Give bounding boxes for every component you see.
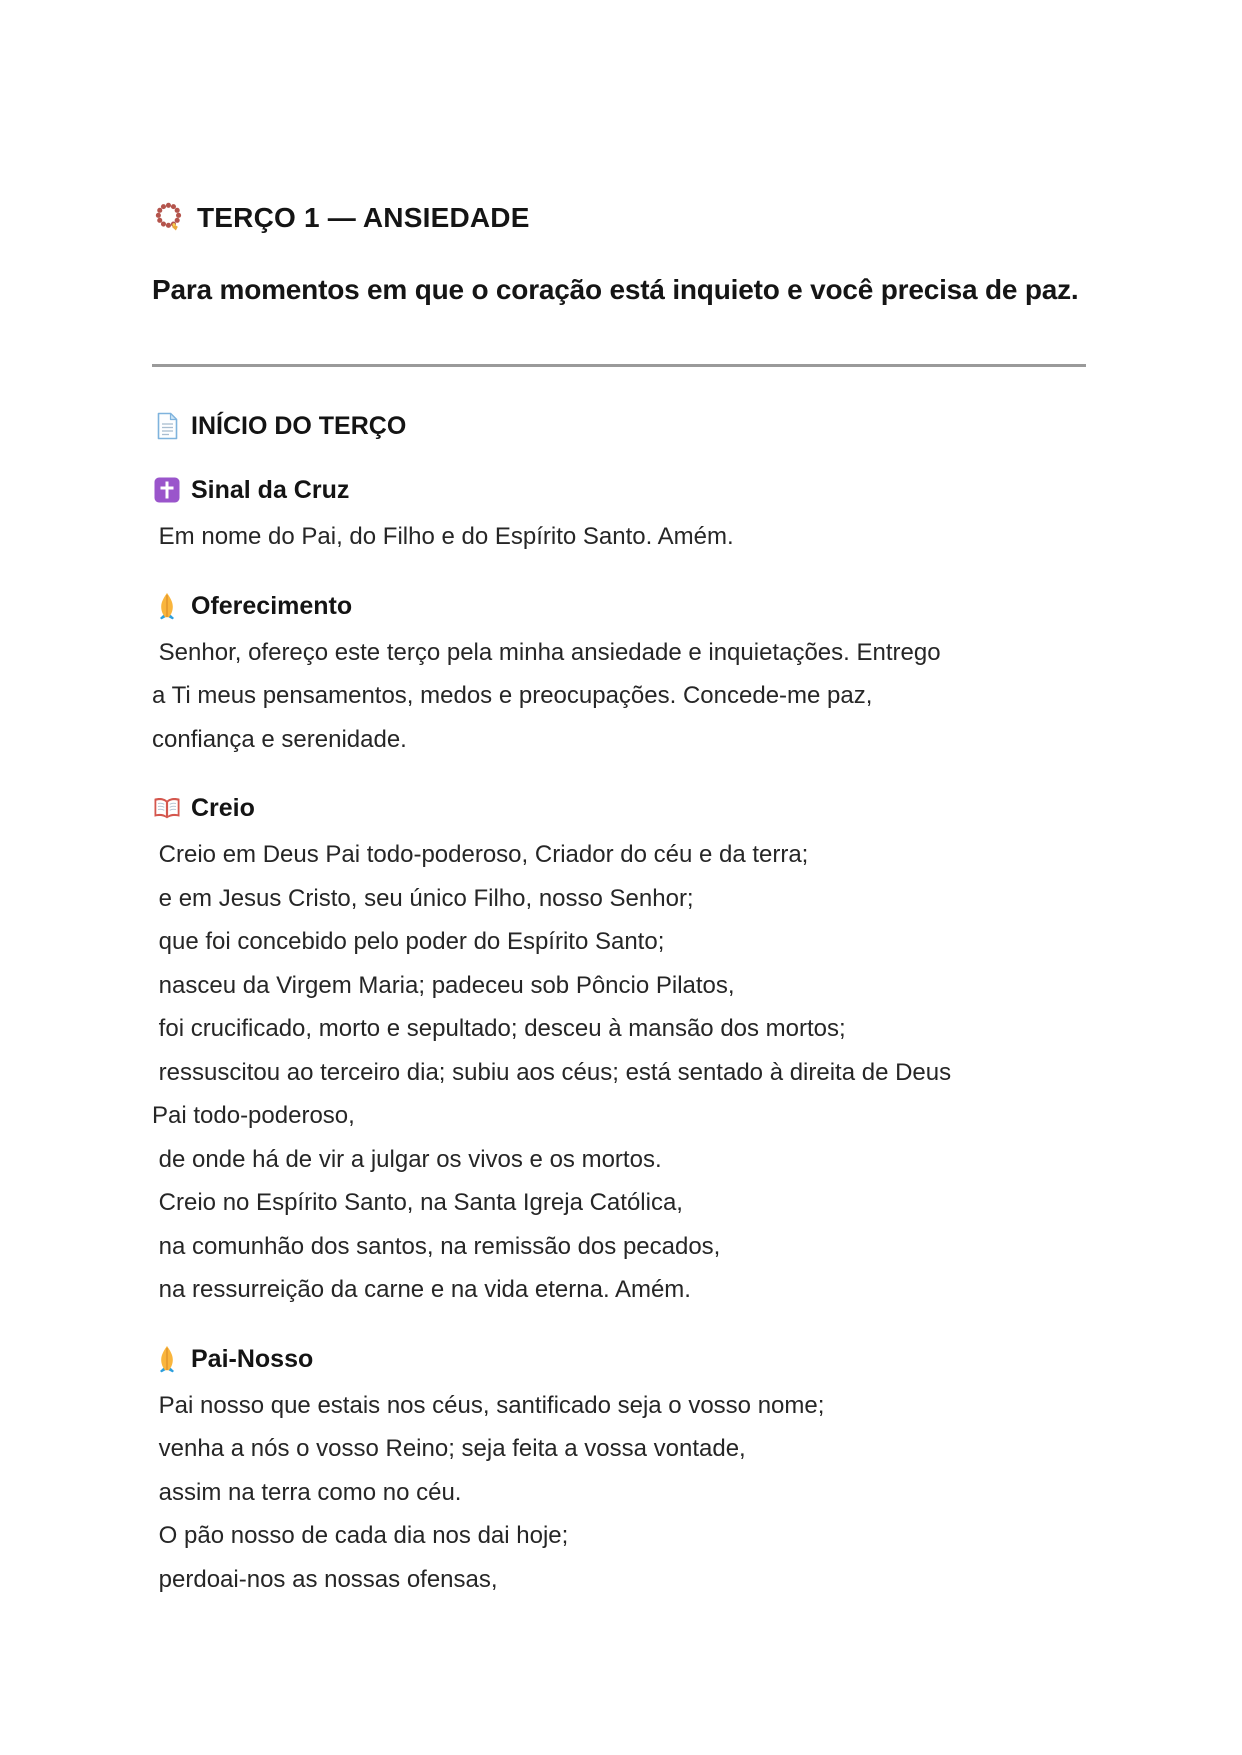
prayer-line: confiança e serenidade. bbox=[152, 725, 407, 753]
sections-container bbox=[152, 409, 1086, 1601]
prayer-beads-icon bbox=[152, 201, 186, 235]
section-heading: Pai-Nosso bbox=[191, 1344, 314, 1373]
section-heading: Creio bbox=[191, 794, 255, 822]
prayer-line: na comunhão dos santos, na remissão dos pecados, bbox=[152, 1232, 721, 1260]
prayer-line: perdoai-nos as nossas ofensas, bbox=[152, 1565, 498, 1593]
prayer-line: de onde há de vir a julgar os vivos e os mortos. bbox=[152, 1145, 662, 1173]
prayer-line: Pai todo-poderoso, bbox=[152, 1102, 355, 1129]
prayer-line: O pão nosso de cada dia nos dai hoje; bbox=[152, 1522, 569, 1549]
prayer-paragraph bbox=[152, 631, 1086, 762]
prayer-line: Creio em Deus Pai todo-poderoso, Criador do céu e da terra; bbox=[152, 841, 809, 868]
prayer-line: nasceu da Virgem Maria; padeceu sob Pôncio Pilatos, bbox=[152, 971, 735, 999]
prayer-line: e em Jesus Cristo, seu único Filho, nosso Senhor; bbox=[152, 884, 694, 912]
page-title: TERÇO 1 — ANSIEDADE bbox=[197, 202, 530, 233]
section-heading-row bbox=[152, 409, 1086, 443]
section-heading: Oferecimento bbox=[191, 591, 353, 620]
page-facing-up-icon bbox=[152, 411, 182, 441]
open-book-icon bbox=[152, 793, 182, 823]
prayer-line: foi crucificado, morto e sepultado; desceu à mansão dos mortos; bbox=[152, 1015, 846, 1042]
page-subtitle: Para momentos em que o coração está inquieto e você precisa de paz. bbox=[152, 274, 1079, 305]
prayer-paragraph bbox=[152, 1384, 1086, 1602]
folded-hands-icon bbox=[152, 591, 182, 621]
section-heading-row bbox=[152, 1342, 1086, 1376]
prayer-paragraph bbox=[152, 515, 1086, 559]
section-heading: INÍCIO DO TERÇO bbox=[191, 412, 407, 440]
section-divider bbox=[152, 364, 1086, 367]
prayer-line: ressuscitou ao terceiro dia; subiu aos céus; está sentado à direita de Deus bbox=[152, 1058, 952, 1086]
prayer-line: Pai nosso que estais nos céus, santificado seja o vosso nome; bbox=[152, 1391, 825, 1419]
prayer-line: Senhor, ofereço este terço pela minha ansiedade e inquietações. Entrego bbox=[152, 638, 941, 666]
prayer-line: assim na terra como no céu. bbox=[152, 1478, 462, 1506]
prayer-line: venha a nós o vosso Reino; seja feita a vossa vontade, bbox=[152, 1435, 746, 1462]
prayer-line: Em nome do Pai, do Filho e do Espírito Santo. Amém. bbox=[152, 523, 734, 550]
latin-cross-icon bbox=[152, 475, 182, 505]
section-heading-row bbox=[152, 589, 1086, 623]
prayer-line: que foi concebido pelo poder do Espírito Santo; bbox=[152, 928, 665, 955]
prayer-line: na ressurreição da carne e na vida eterna. Amém. bbox=[152, 1276, 691, 1303]
prayer-paragraph bbox=[152, 833, 1086, 1312]
prayer-line: Creio no Espírito Santo, na Santa Igreja Católica, bbox=[152, 1189, 683, 1216]
section-heading-row bbox=[152, 791, 1086, 825]
section-heading-row bbox=[152, 473, 1086, 507]
document-title-row bbox=[152, 200, 1086, 236]
folded-hands-icon bbox=[152, 1344, 182, 1374]
section-heading: Sinal da Cruz bbox=[191, 476, 350, 504]
prayer-line: a Ti meus pensamentos, medos e preocupações. Concede-me paz, bbox=[152, 682, 873, 709]
